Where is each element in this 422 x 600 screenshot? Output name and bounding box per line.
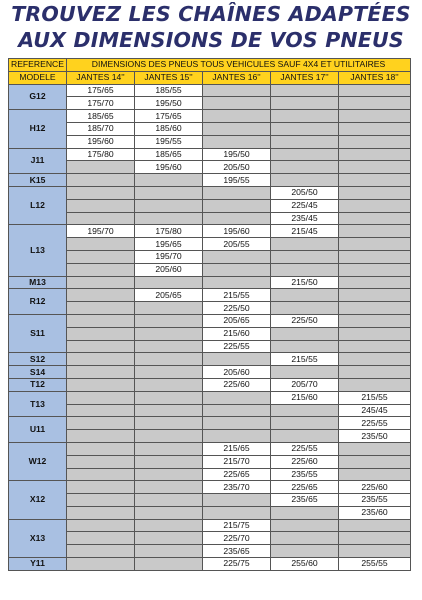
size-cell bbox=[339, 378, 411, 391]
model-reference: X12 bbox=[9, 481, 67, 519]
table-row bbox=[9, 250, 411, 263]
table-row bbox=[9, 455, 411, 468]
size-cell bbox=[339, 225, 411, 238]
table-row bbox=[9, 97, 411, 110]
size-cell bbox=[67, 314, 135, 327]
size-cell bbox=[339, 545, 411, 558]
size-cell bbox=[135, 545, 203, 558]
size-cell: 225/55 bbox=[271, 442, 339, 455]
table-row bbox=[9, 148, 411, 161]
size-cell: 185/60 bbox=[135, 122, 203, 135]
size-cell: 225/75 bbox=[203, 558, 271, 571]
size-cell bbox=[67, 199, 135, 212]
size-cell bbox=[135, 327, 203, 340]
size-cell bbox=[135, 340, 203, 353]
size-cell: 215/60 bbox=[203, 327, 271, 340]
size-cell bbox=[135, 212, 203, 225]
size-cell bbox=[135, 430, 203, 443]
model-reference: U11 bbox=[9, 417, 67, 443]
size-cell bbox=[271, 135, 339, 148]
size-cell bbox=[339, 84, 411, 97]
table-row bbox=[9, 353, 411, 366]
size-cell bbox=[135, 314, 203, 327]
table-row bbox=[9, 263, 411, 276]
size-cell: 175/70 bbox=[67, 97, 135, 110]
size-cell bbox=[271, 84, 339, 97]
size-cell bbox=[135, 494, 203, 507]
size-cell bbox=[135, 404, 203, 417]
size-cell bbox=[67, 430, 135, 443]
size-cell bbox=[67, 263, 135, 276]
size-cell: 215/60 bbox=[271, 391, 339, 404]
model-reference: T13 bbox=[9, 391, 67, 417]
size-cell: 185/70 bbox=[67, 122, 135, 135]
size-cell bbox=[339, 519, 411, 532]
size-cell bbox=[67, 404, 135, 417]
size-cell bbox=[271, 366, 339, 379]
size-cell bbox=[339, 122, 411, 135]
size-cell bbox=[339, 238, 411, 251]
table-row bbox=[9, 506, 411, 519]
size-cell bbox=[135, 506, 203, 519]
table-row bbox=[9, 532, 411, 545]
size-cell bbox=[203, 135, 271, 148]
size-cell: 195/50 bbox=[135, 97, 203, 110]
col-header-jantes-15: JANTES 15'' bbox=[135, 71, 203, 84]
size-cell bbox=[67, 468, 135, 481]
size-cell bbox=[203, 391, 271, 404]
size-cell bbox=[67, 481, 135, 494]
size-cell bbox=[271, 238, 339, 251]
size-cell bbox=[339, 314, 411, 327]
size-cell bbox=[203, 263, 271, 276]
size-cell bbox=[135, 442, 203, 455]
size-cell bbox=[339, 135, 411, 148]
size-cell bbox=[271, 404, 339, 417]
table-row bbox=[9, 519, 411, 532]
size-cell: 235/55 bbox=[339, 494, 411, 507]
size-cell bbox=[67, 161, 135, 174]
size-cell bbox=[271, 545, 339, 558]
size-cell: 225/70 bbox=[203, 532, 271, 545]
table-row bbox=[9, 468, 411, 481]
table-row bbox=[9, 212, 411, 225]
size-cell: 225/55 bbox=[203, 340, 271, 353]
size-cell bbox=[67, 250, 135, 263]
size-cell bbox=[271, 122, 339, 135]
model-reference: S11 bbox=[9, 314, 67, 352]
size-cell bbox=[339, 442, 411, 455]
size-cell bbox=[339, 302, 411, 315]
size-cell: 215/75 bbox=[203, 519, 271, 532]
size-cell bbox=[339, 276, 411, 289]
model-reference: G12 bbox=[9, 84, 67, 110]
size-cell bbox=[67, 186, 135, 199]
size-cell: 215/70 bbox=[203, 455, 271, 468]
size-cell bbox=[67, 391, 135, 404]
size-cell bbox=[203, 186, 271, 199]
header-row-1 bbox=[9, 59, 411, 72]
size-cell: 205/60 bbox=[135, 263, 203, 276]
model-reference: W12 bbox=[9, 442, 67, 480]
size-cell: 235/60 bbox=[339, 506, 411, 519]
table-row bbox=[9, 327, 411, 340]
table-row bbox=[9, 186, 411, 199]
size-cell: 255/60 bbox=[271, 558, 339, 571]
size-cell bbox=[339, 174, 411, 187]
size-cell: 205/65 bbox=[203, 314, 271, 327]
size-cell bbox=[67, 238, 135, 251]
size-cell bbox=[67, 378, 135, 391]
model-reference: R12 bbox=[9, 289, 67, 315]
size-cell: 185/65 bbox=[67, 110, 135, 123]
table-row bbox=[9, 84, 411, 97]
size-cell: 195/70 bbox=[67, 225, 135, 238]
size-cell bbox=[203, 506, 271, 519]
size-cell bbox=[339, 289, 411, 302]
size-cell bbox=[339, 366, 411, 379]
model-reference: J11 bbox=[9, 148, 67, 174]
size-cell bbox=[271, 289, 339, 302]
modele-header: MODELE bbox=[9, 71, 67, 84]
table-row bbox=[9, 378, 411, 391]
size-cell bbox=[339, 186, 411, 199]
size-cell bbox=[135, 353, 203, 366]
size-cell: 245/45 bbox=[339, 404, 411, 417]
size-cell: 205/60 bbox=[203, 366, 271, 379]
table-row bbox=[9, 417, 411, 430]
size-cell: 195/60 bbox=[135, 161, 203, 174]
table-row bbox=[9, 199, 411, 212]
size-cell bbox=[339, 161, 411, 174]
size-cell: 185/55 bbox=[135, 84, 203, 97]
size-cell bbox=[203, 97, 271, 110]
size-cell: 225/50 bbox=[271, 314, 339, 327]
table-row bbox=[9, 225, 411, 238]
size-cell: 215/65 bbox=[203, 442, 271, 455]
size-cell bbox=[203, 276, 271, 289]
reference-header: REFERENCE bbox=[9, 59, 67, 72]
size-cell: 235/50 bbox=[339, 430, 411, 443]
size-cell bbox=[339, 110, 411, 123]
size-cell: 225/45 bbox=[271, 199, 339, 212]
size-cell bbox=[271, 519, 339, 532]
table-row bbox=[9, 391, 411, 404]
table-row bbox=[9, 174, 411, 187]
size-cell bbox=[67, 276, 135, 289]
size-cell bbox=[67, 327, 135, 340]
size-cell bbox=[339, 148, 411, 161]
size-cell bbox=[203, 494, 271, 507]
size-cell bbox=[271, 327, 339, 340]
size-cell bbox=[339, 212, 411, 225]
size-cell bbox=[271, 97, 339, 110]
size-cell bbox=[203, 430, 271, 443]
header-row-2 bbox=[9, 71, 411, 84]
size-cell bbox=[67, 366, 135, 379]
model-reference: X13 bbox=[9, 519, 67, 557]
model-reference: Y11 bbox=[9, 558, 67, 571]
size-cell bbox=[203, 250, 271, 263]
size-cell bbox=[67, 532, 135, 545]
size-cell bbox=[339, 353, 411, 366]
size-cell: 235/55 bbox=[271, 468, 339, 481]
size-cell: 195/60 bbox=[67, 135, 135, 148]
size-cell: 235/45 bbox=[271, 212, 339, 225]
size-cell bbox=[339, 468, 411, 481]
size-cell bbox=[271, 263, 339, 276]
size-cell bbox=[203, 212, 271, 225]
table-row bbox=[9, 442, 411, 455]
table-row bbox=[9, 314, 411, 327]
size-cell bbox=[135, 532, 203, 545]
size-cell bbox=[135, 302, 203, 315]
table-row bbox=[9, 481, 411, 494]
table-row bbox=[9, 404, 411, 417]
size-cell bbox=[271, 148, 339, 161]
col-header-jantes-18: JANTES 18'' bbox=[339, 71, 411, 84]
size-cell bbox=[135, 174, 203, 187]
size-cell: 235/70 bbox=[203, 481, 271, 494]
size-cell: 225/65 bbox=[271, 481, 339, 494]
size-cell: 205/65 bbox=[135, 289, 203, 302]
size-cell: 205/55 bbox=[203, 238, 271, 251]
table-row bbox=[9, 366, 411, 379]
size-cell bbox=[271, 532, 339, 545]
size-cell bbox=[271, 506, 339, 519]
col-header-jantes-16: JANTES 16'' bbox=[203, 71, 271, 84]
size-cell bbox=[67, 353, 135, 366]
table-row bbox=[9, 276, 411, 289]
model-reference: L12 bbox=[9, 186, 67, 224]
page-title-line-2: AUX DIMENSIONS DE VOS PNEUS bbox=[18, 28, 404, 52]
size-cell bbox=[67, 545, 135, 558]
model-reference: T12 bbox=[9, 378, 67, 391]
size-cell: 225/55 bbox=[339, 417, 411, 430]
size-cell bbox=[135, 481, 203, 494]
model-reference: H12 bbox=[9, 110, 67, 148]
size-cell: 205/50 bbox=[203, 161, 271, 174]
size-cell bbox=[135, 199, 203, 212]
size-cell: 225/60 bbox=[339, 481, 411, 494]
table-row bbox=[9, 340, 411, 353]
table-row bbox=[9, 430, 411, 443]
size-cell bbox=[339, 532, 411, 545]
size-cell: 225/60 bbox=[203, 378, 271, 391]
size-cell bbox=[203, 404, 271, 417]
size-cell bbox=[203, 199, 271, 212]
model-reference: M13 bbox=[9, 276, 67, 289]
size-cell bbox=[67, 174, 135, 187]
size-cell: 195/65 bbox=[135, 238, 203, 251]
model-reference: S12 bbox=[9, 353, 67, 366]
tire-chain-size-table bbox=[8, 58, 411, 571]
table-row bbox=[9, 494, 411, 507]
size-cell bbox=[271, 302, 339, 315]
size-cell bbox=[67, 519, 135, 532]
table-row bbox=[9, 558, 411, 571]
model-reference: S14 bbox=[9, 366, 67, 379]
size-cell bbox=[135, 186, 203, 199]
size-cell bbox=[67, 417, 135, 430]
size-cell: 205/70 bbox=[271, 378, 339, 391]
size-cell bbox=[135, 455, 203, 468]
size-cell: 185/65 bbox=[135, 148, 203, 161]
page-title-line-1: TROUVEZ LES CHAÎNES ADAPTÉES bbox=[11, 2, 411, 26]
size-cell: 175/80 bbox=[67, 148, 135, 161]
size-cell bbox=[67, 212, 135, 225]
size-cell: 235/65 bbox=[203, 545, 271, 558]
size-cell bbox=[67, 289, 135, 302]
size-cell bbox=[203, 84, 271, 97]
size-cell bbox=[135, 378, 203, 391]
size-cell bbox=[67, 302, 135, 315]
size-cell bbox=[203, 122, 271, 135]
size-cell: 175/80 bbox=[135, 225, 203, 238]
size-cell bbox=[67, 494, 135, 507]
table-row bbox=[9, 110, 411, 123]
size-cell bbox=[339, 199, 411, 212]
size-cell: 215/55 bbox=[203, 289, 271, 302]
size-cell: 235/65 bbox=[271, 494, 339, 507]
size-cell bbox=[271, 174, 339, 187]
size-cell: 255/55 bbox=[339, 558, 411, 571]
size-cell bbox=[271, 250, 339, 263]
col-header-jantes-14: JANTES 14'' bbox=[67, 71, 135, 84]
size-cell bbox=[339, 250, 411, 263]
model-reference: L13 bbox=[9, 225, 67, 276]
table-row bbox=[9, 122, 411, 135]
size-cell: 195/70 bbox=[135, 250, 203, 263]
dimensions-header: DIMENSIONS DES PNEUS TOUS VEHICULES SAUF 4X4 ET UTILITAIRES bbox=[67, 59, 411, 72]
size-cell bbox=[271, 430, 339, 443]
size-cell bbox=[67, 506, 135, 519]
size-cell bbox=[135, 417, 203, 430]
size-cell bbox=[339, 327, 411, 340]
size-cell: 195/60 bbox=[203, 225, 271, 238]
size-cell bbox=[135, 391, 203, 404]
size-cell: 205/50 bbox=[271, 186, 339, 199]
size-cell bbox=[203, 110, 271, 123]
size-cell bbox=[67, 558, 135, 571]
size-cell: 215/55 bbox=[339, 391, 411, 404]
size-cell bbox=[271, 161, 339, 174]
size-cell bbox=[271, 417, 339, 430]
size-cell bbox=[339, 455, 411, 468]
size-cell bbox=[135, 558, 203, 571]
size-cell: 215/50 bbox=[271, 276, 339, 289]
size-cell: 195/50 bbox=[203, 148, 271, 161]
size-cell bbox=[67, 340, 135, 353]
size-cell: 195/55 bbox=[135, 135, 203, 148]
size-cell bbox=[135, 366, 203, 379]
size-cell: 215/45 bbox=[271, 225, 339, 238]
size-cell bbox=[67, 442, 135, 455]
size-cell: 225/50 bbox=[203, 302, 271, 315]
table-row bbox=[9, 545, 411, 558]
table-row bbox=[9, 161, 411, 174]
size-cell bbox=[339, 97, 411, 110]
col-header-jantes-17: JANTES 17'' bbox=[271, 71, 339, 84]
size-cell bbox=[135, 468, 203, 481]
table-row bbox=[9, 289, 411, 302]
table-row bbox=[9, 135, 411, 148]
size-cell: 225/65 bbox=[203, 468, 271, 481]
model-reference: K15 bbox=[9, 174, 67, 187]
size-cell bbox=[67, 455, 135, 468]
table-row bbox=[9, 238, 411, 251]
size-cell bbox=[135, 276, 203, 289]
size-cell: 175/65 bbox=[135, 110, 203, 123]
size-cell bbox=[203, 417, 271, 430]
size-cell bbox=[135, 519, 203, 532]
size-cell bbox=[203, 353, 271, 366]
size-cell: 225/60 bbox=[271, 455, 339, 468]
size-cell bbox=[339, 340, 411, 353]
size-cell: 215/55 bbox=[271, 353, 339, 366]
size-cell bbox=[271, 340, 339, 353]
size-cell bbox=[339, 263, 411, 276]
size-cell bbox=[271, 110, 339, 123]
size-cell: 195/55 bbox=[203, 174, 271, 187]
table-row bbox=[9, 302, 411, 315]
size-cell: 175/65 bbox=[67, 84, 135, 97]
